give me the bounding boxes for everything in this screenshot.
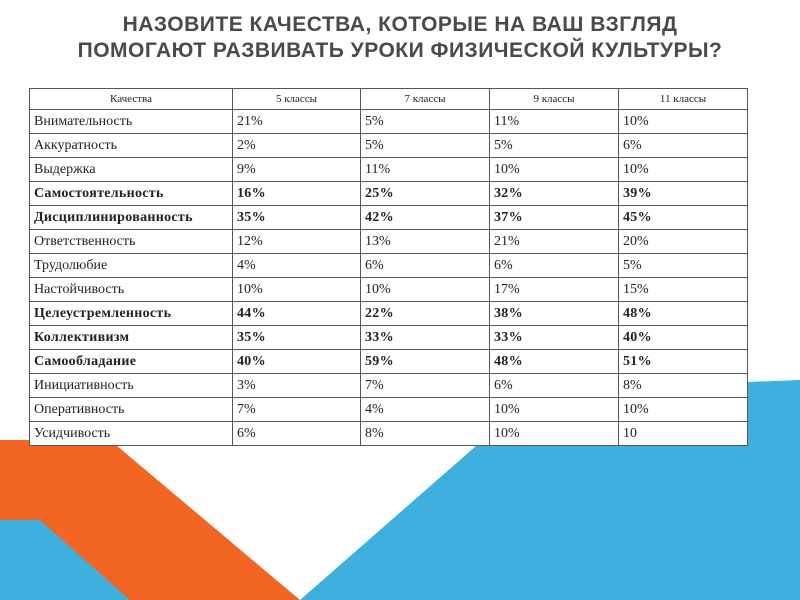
quality-name-cell: Самостоятельность	[30, 182, 233, 206]
grade-7-cell: 7%	[361, 374, 490, 398]
grade-11-cell: 39%	[619, 182, 748, 206]
grade-5-cell: 12%	[233, 230, 361, 254]
grade-9-cell: 10%	[490, 158, 619, 182]
quality-name-cell: Дисциплинированность	[30, 206, 233, 230]
grade-7-cell: 4%	[361, 398, 490, 422]
grade-11-cell: 51%	[619, 350, 748, 374]
grade-5-cell: 16%	[233, 182, 361, 206]
grade-5-cell: 40%	[233, 350, 361, 374]
grade-9-cell: 17%	[490, 278, 619, 302]
grade-9-cell: 5%	[490, 134, 619, 158]
grade-5-cell: 3%	[233, 374, 361, 398]
grade-11-cell: 20%	[619, 230, 748, 254]
quality-name-cell: Усидчивость	[30, 422, 233, 446]
grade-11-cell: 15%	[619, 278, 748, 302]
header-cell-qualities: Качества	[30, 89, 233, 110]
quality-name-cell: Инициативность	[30, 374, 233, 398]
grade-7-cell: 5%	[361, 110, 490, 134]
table-row	[30, 422, 748, 446]
table-row	[30, 134, 748, 158]
quality-name-cell: Настойчивость	[30, 278, 233, 302]
grade-7-cell: 5%	[361, 134, 490, 158]
table-row	[30, 110, 748, 134]
table-row	[30, 398, 748, 422]
quality-name-cell: Самообладание	[30, 350, 233, 374]
quality-name-cell: Выдержка	[30, 158, 233, 182]
grade-5-cell: 4%	[233, 254, 361, 278]
grade-5-cell: 44%	[233, 302, 361, 326]
grade-5-cell: 2%	[233, 134, 361, 158]
grade-9-cell: 37%	[490, 206, 619, 230]
grade-5-cell: 7%	[233, 398, 361, 422]
grade-5-cell: 35%	[233, 326, 361, 350]
table-row	[30, 278, 748, 302]
grade-11-cell: 10%	[619, 110, 748, 134]
quality-name-cell: Ответственность	[30, 230, 233, 254]
header-cell-grade-5: 5 классы	[233, 89, 361, 110]
grade-5-cell: 9%	[233, 158, 361, 182]
grade-7-cell: 22%	[361, 302, 490, 326]
table-row	[30, 326, 748, 350]
grade-11-cell: 10%	[619, 398, 748, 422]
grade-7-cell: 59%	[361, 350, 490, 374]
table-row	[30, 302, 748, 326]
grade-9-cell: 21%	[490, 230, 619, 254]
grade-11-cell: 10	[619, 422, 748, 446]
grade-7-cell: 6%	[361, 254, 490, 278]
grade-7-cell: 10%	[361, 278, 490, 302]
grade-11-cell: 5%	[619, 254, 748, 278]
grade-5-cell: 21%	[233, 110, 361, 134]
table-row	[30, 206, 748, 230]
quality-name-cell: Аккуратность	[30, 134, 233, 158]
grade-9-cell: 48%	[490, 350, 619, 374]
table-row	[30, 350, 748, 374]
results-table	[29, 88, 748, 446]
grade-5-cell: 35%	[233, 206, 361, 230]
grade-11-cell: 48%	[619, 302, 748, 326]
quality-name-cell: Коллективизм	[30, 326, 233, 350]
grade-11-cell: 6%	[619, 134, 748, 158]
grade-9-cell: 32%	[490, 182, 619, 206]
table-row	[30, 158, 748, 182]
grade-7-cell: 11%	[361, 158, 490, 182]
grade-9-cell: 38%	[490, 302, 619, 326]
table-row	[30, 254, 748, 278]
grade-11-cell: 8%	[619, 374, 748, 398]
slide-title: НАЗОВИТЕ КАЧЕСТВА, КОТОРЫЕ НА ВАШ ВЗГЛЯД ПОМОГАЮТ РАЗВИВАТЬ УРОКИ ФИЗИЧЕСКОЙ КУЛЬТУРЫ?	[77, 13, 723, 62]
grade-9-cell: 33%	[490, 326, 619, 350]
quality-name-cell: Внимательность	[30, 110, 233, 134]
quality-name-cell: Оперативность	[30, 398, 233, 422]
grade-5-cell: 6%	[233, 422, 361, 446]
grade-9-cell: 6%	[490, 254, 619, 278]
grade-7-cell: 42%	[361, 206, 490, 230]
grade-7-cell: 13%	[361, 230, 490, 254]
grade-7-cell: 25%	[361, 182, 490, 206]
grade-9-cell: 10%	[490, 398, 619, 422]
grade-7-cell: 8%	[361, 422, 490, 446]
grade-9-cell: 6%	[490, 374, 619, 398]
table-header-row	[30, 89, 748, 110]
grade-11-cell: 40%	[619, 326, 748, 350]
table-row	[30, 182, 748, 206]
grade-5-cell: 10%	[233, 278, 361, 302]
quality-name-cell: Трудолюбие	[30, 254, 233, 278]
grade-7-cell: 33%	[361, 326, 490, 350]
table-body	[30, 110, 748, 446]
grade-11-cell: 45%	[619, 206, 748, 230]
header-cell-grade-9: 9 классы	[490, 89, 619, 110]
header-cell-grade-7: 7 классы	[361, 89, 490, 110]
table-row	[30, 230, 748, 254]
table-row	[30, 374, 748, 398]
grade-9-cell: 10%	[490, 422, 619, 446]
quality-name-cell: Целеустремленность	[30, 302, 233, 326]
grade-11-cell: 10%	[619, 158, 748, 182]
header-cell-grade-11: 11 классы	[619, 89, 748, 110]
grade-9-cell: 11%	[490, 110, 619, 134]
